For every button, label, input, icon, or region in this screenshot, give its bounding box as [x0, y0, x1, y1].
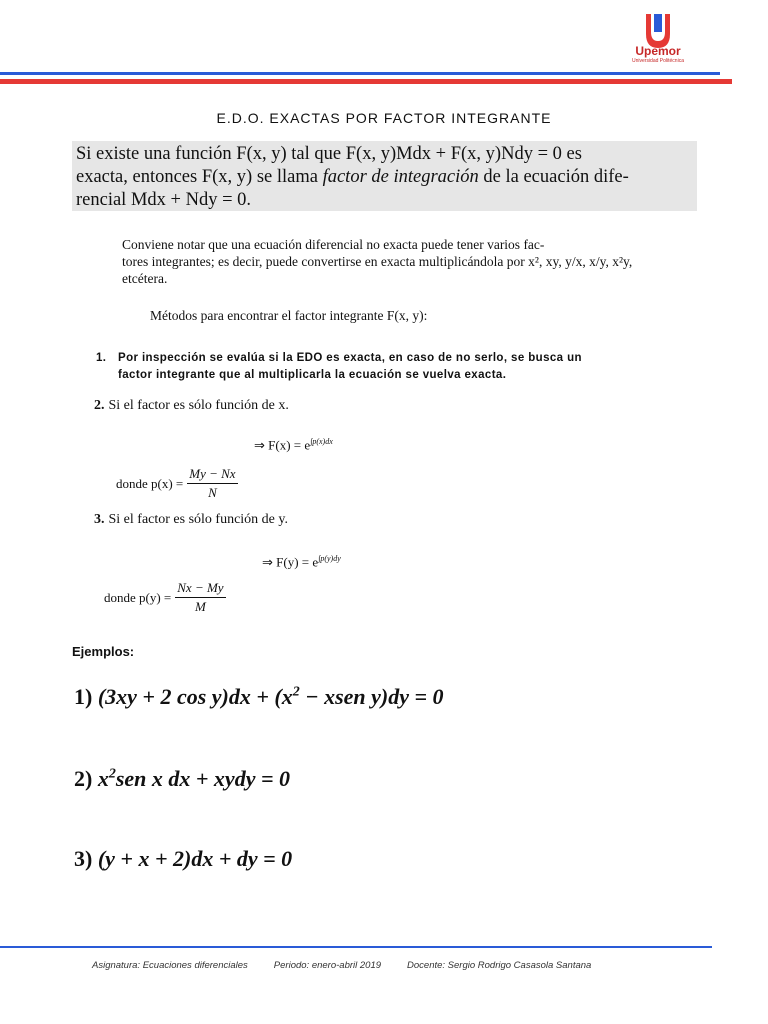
logo-wordmark: Upemor — [635, 44, 681, 58]
formula-factor-x: ⇒ $F(x) = e^{\int p(x)dx}$ — [254, 437, 333, 453]
header-rule-blue — [0, 72, 720, 75]
donde-p-y: donde p(y) = $\frac{Nx - My}{M}$ — [104, 580, 224, 614]
logo-subtitle: Universidad Politécnica — [632, 58, 684, 64]
donde-p-x: donde p(x) = $\frac{My - Nx}{N}$ — [116, 466, 236, 500]
note-paragraph: Conviene notar que una ecuación diferencial no exacta puede tener varios fac- tores integrantes; es decir, puede convertirse en exacta multiplicándola por x², xy, y/x, x/y, x²y, etcétera. — [122, 237, 633, 286]
method-item-2-heading: 2. Si el factor es sólo función de x. — [94, 398, 289, 413]
page-title: E.D.O. EXACTAS POR FACTOR INTEGRANTE — [216, 110, 552, 126]
footer-rule — [0, 946, 712, 948]
examples-label: Ejemplos: — [72, 644, 135, 659]
methods-heading: Métodos para encontrar el factor integrante F(x, y): — [150, 308, 428, 323]
header-rule-red — [0, 79, 732, 84]
footer-period: Periodo: enero-abril 2019 — [273, 960, 382, 971]
footer — [92, 960, 692, 971]
footer-subject: Asignatura: Ecuaciones diferenciales — [92, 960, 248, 971]
method-item-3-heading: 3. Si el factor es sólo función de y. — [94, 512, 288, 527]
definition-box — [72, 141, 697, 211]
formula-factor-y: ⇒ $F(y) = e^{\int p(y)dy}$ — [262, 554, 341, 570]
example-3: 3) (y + x + 2)dx + dy = 0 — [74, 846, 293, 871]
footer-teacher: Docente: Sergio Rodrigo Casasola Santana — [407, 960, 592, 971]
definition-line-2: exacta, entonces F(x, y) se llama factor de integración de la ecuación dife- — [76, 167, 629, 187]
example-2: 2) $x^2sen$ x dx + xydy = 0 — [74, 766, 290, 791]
definition-line-3: rencial Mdx + Ndy = 0. — [76, 190, 252, 210]
example-1: 1) (3xy + 2 $\cos y)dx + (x^2$ − xsen y)dy = 0 — [74, 684, 444, 709]
definition-line-1: Si existe una función F(x, y) tal que F(x, y)Mdx + F(x, y)Ndy = 0 es — [76, 144, 582, 164]
method-item-1: 1. Por inspección se evalúa si la EDO es exacta, en caso de no serlo, se busca un factor integrante que al multiplicarla la ecuación se vuelva exacta. — [96, 352, 582, 381]
